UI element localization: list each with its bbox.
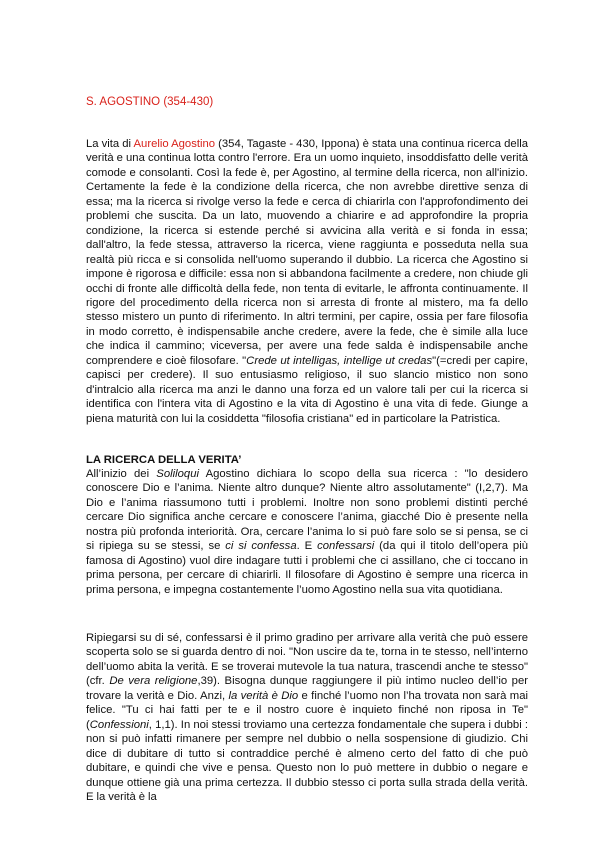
- text-span: . E: [296, 540, 318, 553]
- intro-text-start: La vita di: [86, 138, 134, 150]
- emphasis-confessa: ci si confessa: [225, 540, 297, 553]
- latin-quote: Crede ut intelligas, intellige ut credas: [246, 354, 433, 367]
- text-span: , 1,1). In noi stessi troviamo una certezza fondamentale che supera i dubbi : non si può infatti rimanere per sempre nel dubbio o nella sospensione di giudizio. Chi dice di dubitare di tutto si contraddice perché è almeno certo del fatto di che può dubitare, e quindi che vive e pensa. Questo non lo può mettere in dubbio o negare e dunque ottiene già una prima certezza. Il dubbio stesso ci porta sulla strada della verità. E la verità è la: [86, 718, 528, 803]
- document-title: S. AGOSTINO (354-430): [86, 96, 214, 108]
- author-name: Aurelio Agostino: [133, 138, 216, 150]
- text-span: Ripiegarsi su di sé, confessarsi è il primo gradino per arrivare alla verità che può essere scoperta solo se si guarda dentro di noi. "Non uscire da te, torna in te stesso, nell’interno dell’uomo abita la verità. E se troverai mutevole la tua natura, trascendi anche te stesso"(cfr.: [86, 632, 528, 688]
- intro-paragraph: [86, 137, 528, 426]
- section-heading: LA RICERCA DELLA VERITA’: [86, 454, 242, 466]
- section-paragraph-2: [86, 631, 528, 804]
- text-span: ,39). Bisogna dunque raggiungere il più intimo nucleo dell’io per trovare la verità e Dio. Anzi,: [86, 675, 529, 702]
- work-title-confessioni: Confessioni: [89, 718, 149, 731]
- emphasis-confessarsi: confessarsi: [317, 540, 375, 553]
- intro-text-end: "(=credi per capire, capisci per credere). Il suo entusiasmo religioso, il suo slancio mistico non sono d'intralcio alla ricerca ma anzi le danno una forza ed un valore tali per cui la ricerca si identifica con l'intera vita di Agostino e la vita di Agostino è una vita di fede. Giunge a piena maturità con lui la cosiddetta "filosofia cristiana" ed in particolare la Patristica.: [86, 354, 529, 425]
- emphasis-verita: la verità è Dio: [228, 689, 299, 702]
- intro-text-body: (354, Tagaste - 430, Ippona) è stata una continua ricerca della verità e una continua lotta contro l'errore. Era un uomo inquieto, insoddisfatto delle verità comode e consolanti. Così la fede è, per Agostino, al termine della ricerca, non all'inizio. Certamente la fede è la condizione della ricerca, che non avrebbe direttive senza di essa; ma la ricerca si rivolge verso la fede e cerca di chiarirla con l'approfondimento dei problemi che suscita. Da un lato, muovendo a chiarire e ad approfondire la propria condizione, la ricerca si estende perché si avvicina alla verità e si fonda in essa; dall'altro, la fede stessa, attraverso la ricerca, viene raggiunta e posseduta nella sua realtà più ricca e si consolida nell'uomo superando il dubbio. La ricerca che Agostino si impone è rigorosa e difficile: essa non si abbandona facilmente a credere, non chiude gli occhi di fronte alle difficoltà della fede, non tenta di evitarle, le affronta continuamente. Il rigore del procedimento della ricerca non si arresta di fronte al mistero, ma fa dello stesso mistero un punto di riferimento. In altri termini, per capire, ossia per fare filosofia in modo corretto, è indispensabile anche credere, avere la fede, che è simile alla luce che indica il cammino; viceversa, per avere una fede salda è indispensabile anche comprendere e cioè filosofare. ": [86, 138, 528, 367]
- work-title-vera-religione: De vera religione: [109, 675, 198, 688]
- work-title-soliloqui: Soliloqui: [156, 468, 199, 480]
- text-span: e finché l’uomo non l’ha trovata non sarà mai felice. "Tu ci hai fatti per te e il nostro cuore è inquieto finché non riposa in Te"(: [86, 689, 529, 731]
- section-paragraph-1: [86, 467, 528, 597]
- text-span: Agostino dichiara lo scopo della sua ricerca : "lo desidero conoscere Dio e l’anima. Niente altro dunque? Niente altro assolutamente" (I,2,7). Ma Dio e l’anima riassumono tutti i problemi. Inoltre non sono problemi distinti perché cercare Dio significa anche cercare e conoscere l’anima, giacché Dio è presente nella nostra più profonda interiorità. Ora, cercare l’anima lo si può fare solo se si pensa, se ci si ripiega su se stessi, se: [86, 468, 529, 553]
- text-span: (da qui il titolo dell’opera più famosa di Agostino) vuol dire indagare tutti i problemi che ci assillano, che ci toccano in prima persona, per cercare di chiarirli. Il filosofare di Agostino è sempre una ricerca in prima persona, e impegna costantemente l’uomo Agostino nella sua vita quotidiana.: [86, 540, 528, 596]
- text-span: All’inizio dei: [86, 468, 157, 480]
